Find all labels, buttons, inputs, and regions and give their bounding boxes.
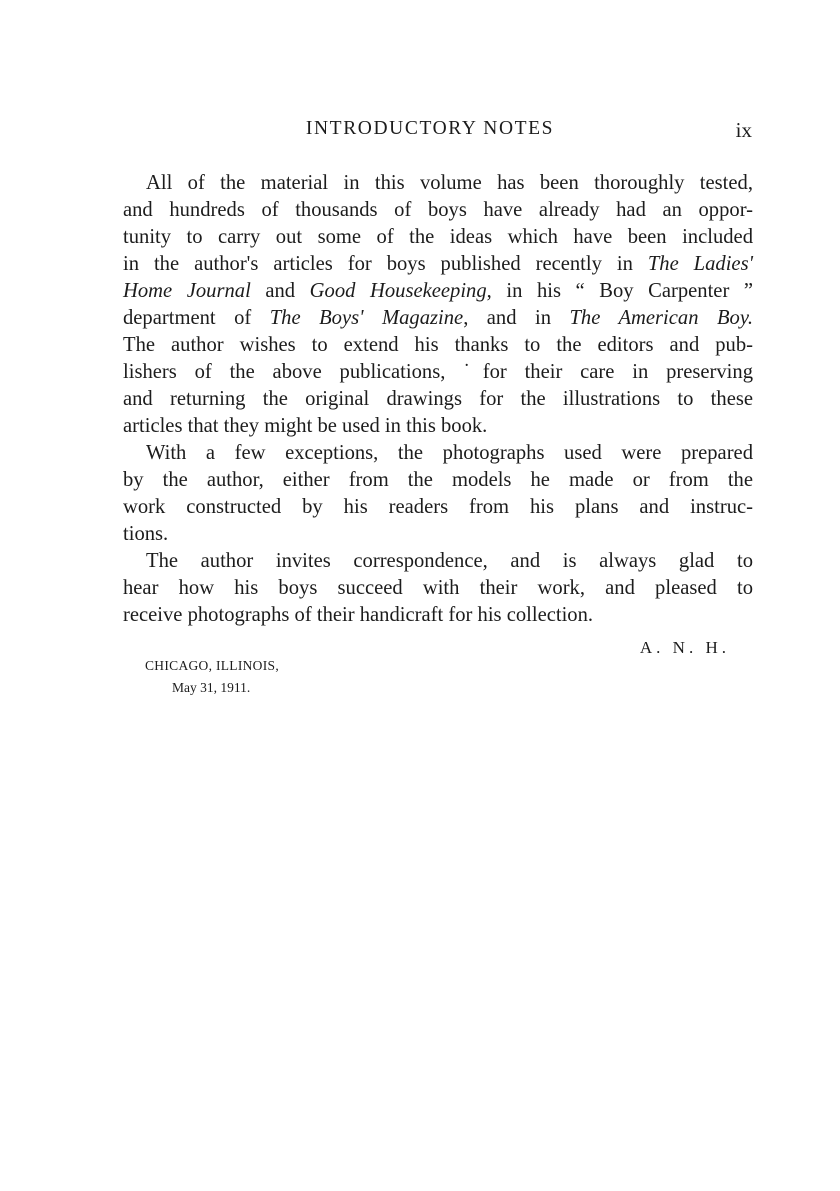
text-run: in the author's articles for boys published recently in: [123, 253, 648, 275]
text-line: [123, 548, 753, 575]
text-line: [123, 386, 753, 413]
text-run: work constructed by his readers from his plans and instruc-: [123, 496, 753, 518]
text-line: [123, 602, 753, 629]
text-line: [123, 305, 753, 332]
paragraph: [123, 170, 753, 440]
body-text: [123, 170, 753, 629]
text-run: All of the material in this volume has been thoroughly tested,: [146, 172, 753, 194]
text-run: lishers of the above publications, ˙for their care in preserving: [123, 361, 753, 383]
italic-title: Good Housekeeping: [309, 280, 487, 302]
italic-title: The Ladies': [647, 253, 753, 275]
text-run: receive photographs of their handicraft for his collection.: [123, 604, 594, 626]
text-run: tunity to carry out some of the ideas which have been included: [123, 226, 753, 248]
author-initials: A. N. H.: [639, 638, 730, 657]
text-line: [123, 440, 753, 467]
running-head: [0, 118, 840, 148]
text-line: [123, 197, 753, 224]
text-line: [123, 332, 753, 359]
text-line: [123, 575, 753, 602]
text-run: , and in: [463, 307, 570, 329]
text-line: [123, 251, 753, 278]
text-run: and returning the original drawings for the illustrations to these: [123, 388, 753, 410]
text-run: The author wishes to extend his thanks to the editors and pub-: [123, 334, 753, 356]
page-number: ix: [735, 118, 752, 142]
text-run: The author invites correspondence, and is always glad to: [146, 550, 753, 572]
text-run: department of: [123, 307, 270, 329]
text-run: and hundreds of thousands of boys have already had an oppor-: [123, 199, 753, 221]
text-run: , in his “ Boy Carpenter ”: [486, 280, 754, 302]
text-run: by the author, either from the models he made or from the: [123, 469, 753, 491]
paragraph: [123, 440, 753, 548]
dateline: [145, 655, 279, 699]
italic-title: The Boys' Magazine: [269, 307, 464, 329]
text-line: [123, 170, 753, 197]
paragraph: [123, 548, 753, 629]
text-line: [123, 278, 753, 305]
text-run: articles that they might be used in this book.: [123, 415, 488, 437]
dateline-place: CHICAGO, ILLINOIS,: [145, 658, 280, 673]
text-run: tions.: [123, 523, 169, 545]
text-line: [123, 359, 753, 386]
text-line: [123, 521, 753, 548]
running-title: INTRODUCTORY NOTES: [305, 118, 555, 139]
italic-title: Home Journal: [123, 280, 251, 302]
text-line: [123, 494, 753, 521]
text-line: [123, 467, 753, 494]
italic-title: The American Boy.: [569, 307, 753, 329]
text-run: With a few exceptions, the photographs used were prepared: [146, 442, 753, 464]
text-run: hear how his boys succeed with their work, and pleased to: [123, 577, 753, 599]
text-line: [123, 413, 753, 440]
dateline-date: May 31, 1911.: [172, 680, 251, 695]
text-line: [123, 224, 753, 251]
text-run: and: [250, 280, 310, 302]
